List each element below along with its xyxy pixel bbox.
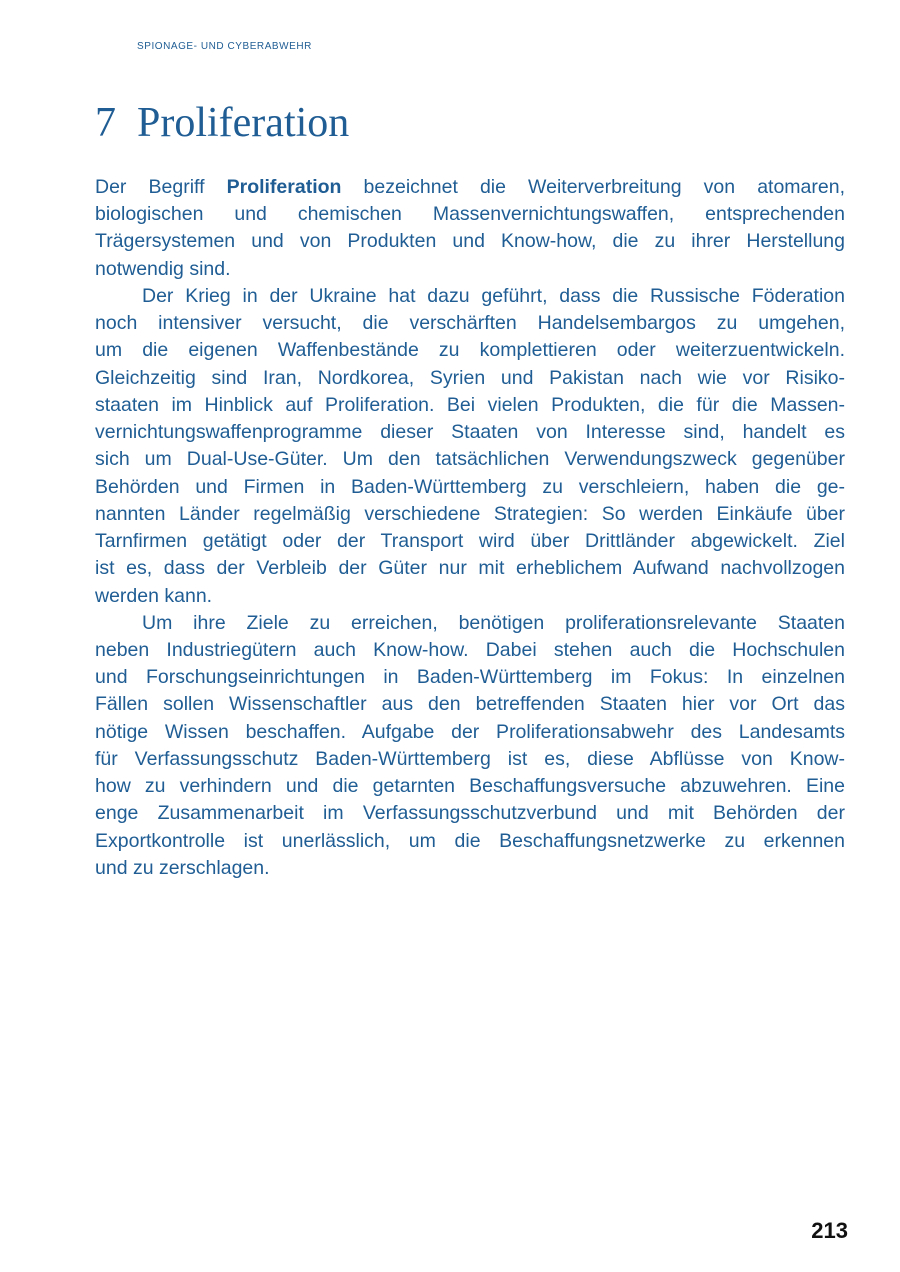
running-header: SPIONAGE- UND CYBERABWEHR	[137, 41, 312, 52]
body-line: Der Krieg in der Ukraine hat dazu geführt, dass die Russische Föderation	[142, 284, 845, 307]
body-line: nannten Länder regelmäßig verschiedene Strategien: So werden Einkäufe über	[95, 502, 845, 525]
body-line: Gleichzeitig sind Iran, Nordkorea, Syrien und Pakistan nach wie vor Risiko-	[95, 366, 845, 389]
body-text	[95, 174, 845, 882]
body-line	[95, 174, 845, 201]
paragraph-2	[95, 283, 845, 610]
body-line: Um ihre Ziele zu erreichen, benötigen proliferationsrelevante Staaten	[142, 611, 845, 634]
line-text: Der Begriff	[95, 176, 227, 198]
body-line: Exportkontrolle ist unerlässlich, um die Beschaffungsnetzwerke zu erkennen	[95, 829, 845, 852]
body-line: biologischen und chemischen Massenvernichtungswaffen, entsprechenden	[95, 203, 845, 226]
line-text: bezeichnet die Weiterverbreitung von atomaren,	[341, 176, 845, 198]
body-line: vernichtungswaffenprogramme dieser Staaten von Interesse sind, handelt es	[95, 421, 845, 444]
body-line: für Verfassungsschutz Baden-Württemberg ist es, diese Abflüsse von Know-	[95, 747, 845, 770]
body-line: staaten im Hinblick auf Proliferation. Bei vielen Produkten, die für die Massen-	[95, 393, 845, 416]
chapter-heading	[95, 102, 349, 144]
highlighted-term: Proliferation	[226, 176, 342, 198]
body-line: um die eigenen Waffenbestände zu komplettieren oder weiterzuentwickeln.	[95, 339, 845, 362]
body-line: sich um Dual-Use-Güter. Um den tatsächlichen Verwendungszweck gegenüber	[95, 448, 845, 471]
chapter-number: 7	[95, 100, 116, 146]
body-line: Tarnfirmen getätigt oder der Transport wird über Drittländer abgewickelt. Ziel	[95, 530, 845, 553]
body-line: enge Zusammenarbeit im Verfassungsschutzverbund und mit Behörden der	[95, 802, 845, 825]
body-line: how zu verhindern und die getarnten Beschaffungsversuche abzuwehren. Eine	[95, 775, 845, 798]
body-line: neben Industriegütern auch Know-how. Dabei stehen auch die Hochschulen	[95, 638, 845, 661]
paragraph-3	[95, 610, 845, 882]
chapter-title: Proliferation	[137, 100, 350, 146]
body-line: notwendig sind.	[95, 257, 231, 280]
body-line: ist es, dass der Verbleib der Güter nur mit erheblichem Aufwand nachvollzogen	[95, 557, 845, 580]
body-line: Fällen sollen Wissenschaftler aus den betreffenden Staaten hier vor Ort das	[95, 693, 845, 716]
body-line: nötige Wissen beschaffen. Aufgabe der Proliferationsabwehr des Landesamts	[95, 720, 845, 743]
body-line: Behörden und Firmen in Baden-Württemberg zu verschleiern, haben die ge-	[95, 475, 845, 498]
page-number: 213	[811, 1218, 848, 1243]
body-line: noch intensiver versucht, die verschärften Handelsembargos zu umgehen,	[95, 312, 845, 335]
body-line: Trägersystemen und von Produkten und Know-how, die zu ihrer Herstellung	[95, 230, 845, 253]
body-line: und Forschungseinrichtungen in Baden-Württemberg im Fokus: In einzelnen	[95, 666, 845, 689]
body-line: werden kann.	[95, 584, 213, 607]
paragraph-1	[95, 174, 845, 283]
body-line: und zu zerschlagen.	[95, 856, 270, 879]
